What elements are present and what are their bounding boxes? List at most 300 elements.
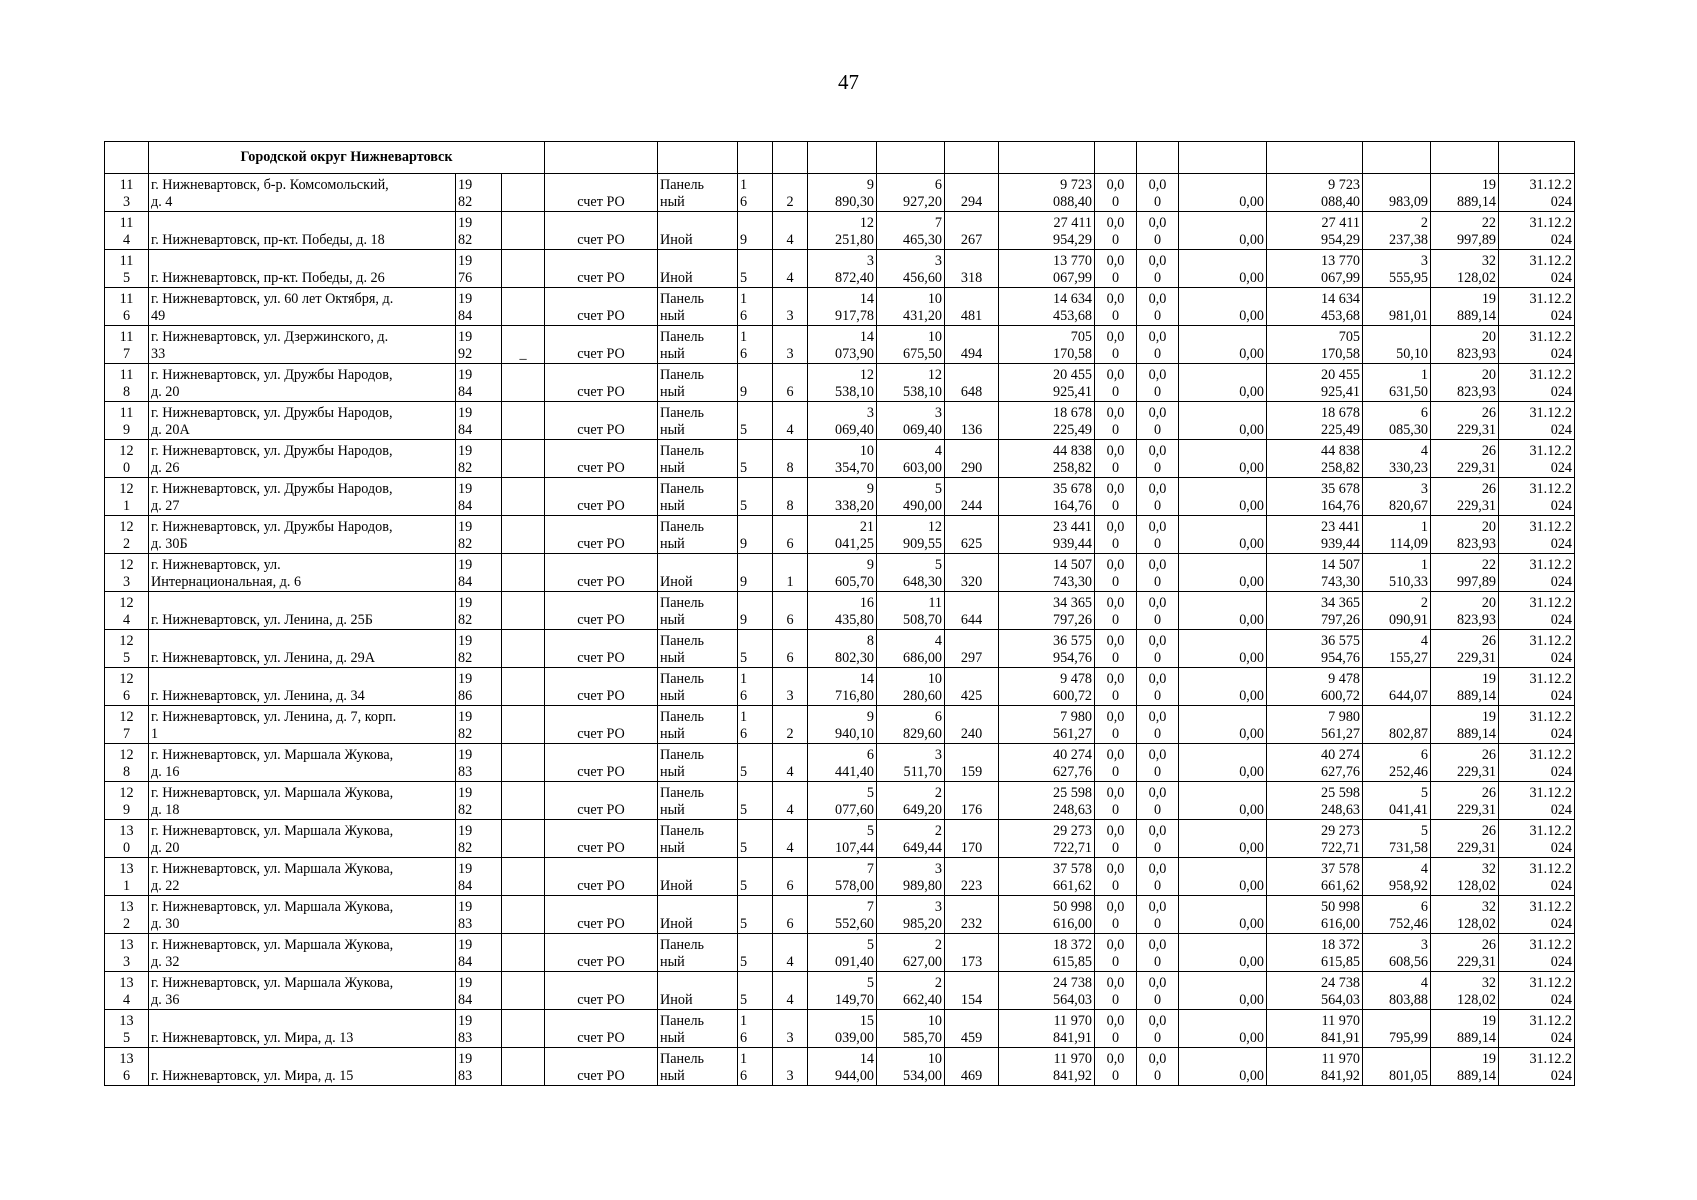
cell-residents: 170 [945, 820, 999, 858]
cell-year-built: 19 84 [456, 288, 502, 326]
cell-address: г. Нижневартовск, ул. Маршала Жукова, д. 20 [149, 820, 456, 858]
cell-cost-share-3: 0,00 [1179, 288, 1267, 326]
cell-completion-date: 31.12.2 024 [1499, 326, 1575, 364]
cell-residents: 625 [945, 516, 999, 554]
cell-entrances: 4 [773, 820, 808, 858]
cell-wall-material: Панель ный [658, 744, 738, 782]
cell-address: г. Нижневартовск, ул. Дружбы Народов, д. 26 [149, 440, 456, 478]
cell-floors: 9 [738, 364, 773, 402]
cell-address: г. Нижневартовск, ул. Маршала Жукова, д. 16 [149, 744, 456, 782]
cell-completion-date: 31.12.2 024 [1499, 934, 1575, 972]
cell-floors: 5 [738, 782, 773, 820]
cell-year-built: 19 76 [456, 250, 502, 288]
cell-total-cost: 24 738 564,03 [999, 972, 1095, 1010]
cell-residents: 297 [945, 630, 999, 668]
table-row [105, 174, 1575, 212]
cell-total-area: 5 149,70 [808, 972, 877, 1010]
cell-entrances: 4 [773, 782, 808, 820]
cell-completion-date: 31.12.2 024 [1499, 212, 1575, 250]
cell-living-area: 4 603,00 [877, 440, 945, 478]
cell-address: г. Нижневартовск, ул. Мира, д. 15 [149, 1048, 456, 1086]
cell-funding-method: счет РО [545, 706, 658, 744]
cell-address: г. Нижневартовск, ул. Дзержинского, д. 33 [149, 326, 456, 364]
cell-total-area: 5 107,44 [808, 820, 877, 858]
cell-max-unit-cost: 32 128,02 [1431, 858, 1499, 896]
cell-cost-share-3: 0,00 [1179, 858, 1267, 896]
cell-funding-method: счет РО [545, 250, 658, 288]
cell-row-number: 12 5 [105, 630, 149, 668]
cell-floors: 5 [738, 744, 773, 782]
cell-row-number: 11 8 [105, 364, 149, 402]
cell-floors: 5 [738, 972, 773, 1010]
cell-completion-date: 31.12.2 024 [1499, 782, 1575, 820]
cell-cost-share-2: 0,0 0 [1137, 744, 1179, 782]
cell-unit-cost: 981,01 [1363, 288, 1431, 326]
cell-cost-share-1: 0,0 0 [1095, 1048, 1137, 1086]
cell-row-number: 12 2 [105, 516, 149, 554]
cell-completion-date: 31.12.2 024 [1499, 744, 1575, 782]
cell-total-area: 7 552,60 [808, 896, 877, 934]
cell-unit-cost: 2 237,38 [1363, 212, 1431, 250]
cell-max-unit-cost: 26 229,31 [1431, 440, 1499, 478]
cell-floors: 1 6 [738, 1010, 773, 1048]
cell-total-area: 12 251,80 [808, 212, 877, 250]
cell-max-unit-cost: 26 229,31 [1431, 478, 1499, 516]
cell-row-number: 12 1 [105, 478, 149, 516]
cell-cost-share-1: 0,0 0 [1095, 402, 1137, 440]
table-row [105, 554, 1575, 592]
cell-note [502, 858, 545, 896]
cell-cost-share-1: 0,0 0 [1095, 326, 1137, 364]
cell-unit-cost: 795,99 [1363, 1010, 1431, 1048]
cell-residents: 159 [945, 744, 999, 782]
cell-address: г. Нижневартовск, пр-кт. Победы, д. 26 [149, 250, 456, 288]
cell-cost-share-2: 0,0 0 [1137, 478, 1179, 516]
cell-cost-share-3: 0,00 [1179, 554, 1267, 592]
cell-total-area: 8 802,30 [808, 630, 877, 668]
cell-residents: 320 [945, 554, 999, 592]
cell-cost-share-1: 0,0 0 [1095, 554, 1137, 592]
cell-year-built: 19 84 [456, 402, 502, 440]
cell-total-area: 14 716,80 [808, 668, 877, 706]
cell-total-cost: 40 274 627,76 [999, 744, 1095, 782]
cell-note [502, 1048, 545, 1086]
cell-unit-cost: 1 510,33 [1363, 554, 1431, 592]
cell-total-area: 21 041,25 [808, 516, 877, 554]
cell-entrances: 2 [773, 174, 808, 212]
cell-total-area: 7 578,00 [808, 858, 877, 896]
cell-max-unit-cost: 19 889,14 [1431, 706, 1499, 744]
cell-year-built: 19 82 [456, 516, 502, 554]
cell-cost-fund: 29 273 722,71 [1267, 820, 1363, 858]
cell-living-area: 10 431,20 [877, 288, 945, 326]
cell-total-cost: 23 441 939,44 [999, 516, 1095, 554]
cell-cost-fund: 40 274 627,76 [1267, 744, 1363, 782]
cell-funding-method: счет РО [545, 1048, 658, 1086]
cell-wall-material: Иной [658, 896, 738, 934]
cell-cost-fund: 14 634 453,68 [1267, 288, 1363, 326]
cell-cost-share-2: 0,0 0 [1137, 706, 1179, 744]
cell-address: г. Нижневартовск, ул. Дружбы Народов, д. 20 [149, 364, 456, 402]
housing-register-table [104, 141, 1575, 1086]
cell-note [502, 592, 545, 630]
cell-funding-method: счет РО [545, 554, 658, 592]
cell-cost-share-1: 0,0 0 [1095, 744, 1137, 782]
cell-entrances: 8 [773, 478, 808, 516]
cell-total-area: 3 069,40 [808, 402, 877, 440]
cell-cost-fund: 25 598 248,63 [1267, 782, 1363, 820]
cell-wall-material: Панель ный [658, 1048, 738, 1086]
cell-residents: 481 [945, 288, 999, 326]
cell-living-area: 3 069,40 [877, 402, 945, 440]
cell-entrances: 6 [773, 630, 808, 668]
cell-living-area: 12 538,10 [877, 364, 945, 402]
cell-cost-share-1: 0,0 0 [1095, 592, 1137, 630]
cell-cost-share-2: 0,0 0 [1137, 516, 1179, 554]
cell-max-unit-cost: 20 823,93 [1431, 592, 1499, 630]
cell-unit-cost: 2 090,91 [1363, 592, 1431, 630]
cell-total-area: 14 944,00 [808, 1048, 877, 1086]
cell-total-area: 14 917,78 [808, 288, 877, 326]
cell-total-area: 6 441,40 [808, 744, 877, 782]
cell-row-number: 12 8 [105, 744, 149, 782]
cell-completion-date: 31.12.2 024 [1499, 364, 1575, 402]
cell-wall-material: Панель ный [658, 630, 738, 668]
cell-completion-date: 31.12.2 024 [1499, 516, 1575, 554]
cell-address: г. Нижневартовск, ул. Ленина, д. 7, корп. 1 [149, 706, 456, 744]
cell-cost-fund: 705 170,58 [1267, 326, 1363, 364]
cell-max-unit-cost: 26 229,31 [1431, 782, 1499, 820]
cell-cost-share-2: 0,0 0 [1137, 820, 1179, 858]
cell-cost-share-1: 0,0 0 [1095, 858, 1137, 896]
cell-wall-material: Иной [658, 858, 738, 896]
cell-total-cost: 9 478 600,72 [999, 668, 1095, 706]
cell-year-built: 19 82 [456, 592, 502, 630]
cell-funding-method: счет РО [545, 972, 658, 1010]
cell-entrances: 4 [773, 744, 808, 782]
cell-residents: 223 [945, 858, 999, 896]
cell-note [502, 250, 545, 288]
cell-total-area: 5 091,40 [808, 934, 877, 972]
cell-cost-share-1: 0,0 0 [1095, 972, 1137, 1010]
cell-floors: 5 [738, 478, 773, 516]
cell-wall-material: Иной [658, 972, 738, 1010]
cell-max-unit-cost: 20 823,93 [1431, 364, 1499, 402]
cell-row-number: 11 3 [105, 174, 149, 212]
cell-total-cost: 44 838 258,82 [999, 440, 1095, 478]
cell-wall-material: Панель ный [658, 174, 738, 212]
table-row [105, 250, 1575, 288]
cell-unit-cost: 3 555,95 [1363, 250, 1431, 288]
cell-funding-method: счет РО [545, 592, 658, 630]
cell-cost-share-1: 0,0 0 [1095, 782, 1137, 820]
cell-entrances: 4 [773, 402, 808, 440]
cell-residents: 173 [945, 934, 999, 972]
cell-wall-material: Панель ный [658, 440, 738, 478]
cell-floors: 9 [738, 212, 773, 250]
cell-note [502, 554, 545, 592]
cell-cost-fund: 7 980 561,27 [1267, 706, 1363, 744]
cell-completion-date: 31.12.2 024 [1499, 972, 1575, 1010]
cell-unit-cost: 1 631,50 [1363, 364, 1431, 402]
cell-total-cost: 9 723 088,40 [999, 174, 1095, 212]
cell-cost-share-2: 0,0 0 [1137, 1048, 1179, 1086]
cell-living-area: 5 648,30 [877, 554, 945, 592]
cell-cost-fund: 35 678 164,76 [1267, 478, 1363, 516]
cell-completion-date: 31.12.2 024 [1499, 402, 1575, 440]
cell-entrances: 3 [773, 668, 808, 706]
cell-address: г. Нижневартовск, ул. Маршала Жукова, д. 36 [149, 972, 456, 1010]
cell-note [502, 364, 545, 402]
cell-total-area: 5 077,60 [808, 782, 877, 820]
cell-completion-date: 31.12.2 024 [1499, 174, 1575, 212]
cell-residents: 244 [945, 478, 999, 516]
cell-wall-material: Панель ный [658, 516, 738, 554]
cell-funding-method: счет РО [545, 668, 658, 706]
cell-row-number: 11 6 [105, 288, 149, 326]
cell-max-unit-cost: 20 823,93 [1431, 516, 1499, 554]
cell-max-unit-cost: 26 229,31 [1431, 820, 1499, 858]
cell-entrances: 3 [773, 326, 808, 364]
municipality-title: Городской округ Нижневартовск [149, 142, 545, 174]
cell-total-area: 10 354,70 [808, 440, 877, 478]
cell-total-area: 9 890,30 [808, 174, 877, 212]
cell-funding-method: счет РО [545, 402, 658, 440]
table-row [105, 440, 1575, 478]
cell-row-number: 12 7 [105, 706, 149, 744]
cell-year-built: 19 83 [456, 1010, 502, 1048]
table-row [105, 706, 1575, 744]
cell-unit-cost: 5 731,58 [1363, 820, 1431, 858]
cell-unit-cost: 983,09 [1363, 174, 1431, 212]
cell-cost-fund: 36 575 954,76 [1267, 630, 1363, 668]
cell-address: г. Нижневартовск, ул. 60 лет Октября, д. 49 [149, 288, 456, 326]
cell-cost-share-3: 0,00 [1179, 1010, 1267, 1048]
cell-note [502, 934, 545, 972]
cell-total-area: 12 538,10 [808, 364, 877, 402]
cell-cost-share-3: 0,00 [1179, 364, 1267, 402]
cell-cost-fund: 9 723 088,40 [1267, 174, 1363, 212]
cell-total-cost: 18 678 225,49 [999, 402, 1095, 440]
cell-residents: 240 [945, 706, 999, 744]
cell-year-built: 19 84 [456, 972, 502, 1010]
cell-total-cost: 50 998 616,00 [999, 896, 1095, 934]
cell-residents: 136 [945, 402, 999, 440]
cell-max-unit-cost: 22 997,89 [1431, 212, 1499, 250]
cell-year-built: 19 84 [456, 364, 502, 402]
cell-floors: 5 [738, 630, 773, 668]
cell-address: г. Нижневартовск, ул. Маршала Жукова, д. 30 [149, 896, 456, 934]
cell-floors: 1 6 [738, 174, 773, 212]
cell-funding-method: счет РО [545, 288, 658, 326]
cell-max-unit-cost: 22 997,89 [1431, 554, 1499, 592]
cell-wall-material: Панель ный [658, 478, 738, 516]
cell-note [502, 972, 545, 1010]
cell-cost-share-1: 0,0 0 [1095, 630, 1137, 668]
cell-funding-method: счет РО [545, 858, 658, 896]
cell-row-number: 12 3 [105, 554, 149, 592]
cell-living-area: 6 927,20 [877, 174, 945, 212]
cell-year-built: 19 84 [456, 478, 502, 516]
cell-completion-date: 31.12.2 024 [1499, 554, 1575, 592]
cell-max-unit-cost: 19 889,14 [1431, 1010, 1499, 1048]
cell-unit-cost: 4 958,92 [1363, 858, 1431, 896]
cell-cost-share-3: 0,00 [1179, 630, 1267, 668]
cell-floors: 5 [738, 820, 773, 858]
cell-total-area: 15 039,00 [808, 1010, 877, 1048]
cell-unit-cost: 5 041,41 [1363, 782, 1431, 820]
cell-funding-method: счет РО [545, 1010, 658, 1048]
cell-year-built: 19 82 [456, 174, 502, 212]
cell-completion-date: 31.12.2 024 [1499, 440, 1575, 478]
cell-floors: 5 [738, 440, 773, 478]
cell-residents: 494 [945, 326, 999, 364]
cell-funding-method: счет РО [545, 896, 658, 934]
cell-completion-date: 31.12.2 024 [1499, 478, 1575, 516]
cell-unit-cost: 6 752,46 [1363, 896, 1431, 934]
cell-unit-cost: 801,05 [1363, 1048, 1431, 1086]
cell-cost-share-1: 0,0 0 [1095, 516, 1137, 554]
cell-cost-share-2: 0,0 0 [1137, 1010, 1179, 1048]
cell-unit-cost: 644,07 [1363, 668, 1431, 706]
cell-entrances: 2 [773, 706, 808, 744]
cell-year-built: 19 82 [456, 440, 502, 478]
table-row [105, 592, 1575, 630]
cell-cost-share-2: 0,0 0 [1137, 972, 1179, 1010]
cell-note [502, 402, 545, 440]
cell-cost-fund: 11 970 841,92 [1267, 1048, 1363, 1086]
cell-note [502, 896, 545, 934]
cell-funding-method: счет РО [545, 820, 658, 858]
cell-entrances: 6 [773, 516, 808, 554]
cell-year-built: 19 83 [456, 744, 502, 782]
cell-wall-material: Панель ный [658, 782, 738, 820]
cell-wall-material: Иной [658, 250, 738, 288]
cell-cost-share-2: 0,0 0 [1137, 212, 1179, 250]
cell-unit-cost: 6 085,30 [1363, 402, 1431, 440]
cell-address: г. Нижневартовск, ул. Ленина, д. 34 [149, 668, 456, 706]
cell-row-number: 13 6 [105, 1048, 149, 1086]
cell-cost-share-2: 0,0 0 [1137, 288, 1179, 326]
cell-completion-date: 31.12.2 024 [1499, 1010, 1575, 1048]
cell-unit-cost: 802,87 [1363, 706, 1431, 744]
cell-address: г. Нижневартовск, ул. Ленина, д. 25Б [149, 592, 456, 630]
cell-address: г. Нижневартовск, ул. Маршала Жукова, д. 18 [149, 782, 456, 820]
table-row [105, 934, 1575, 972]
cell-cost-share-3: 0,00 [1179, 668, 1267, 706]
cell-total-cost: 36 575 954,76 [999, 630, 1095, 668]
table-row [105, 212, 1575, 250]
cell-cost-share-1: 0,0 0 [1095, 212, 1137, 250]
cell-row-number: 12 0 [105, 440, 149, 478]
cell-address: г. Нижневартовск, ул. Дружбы Народов, д. 27 [149, 478, 456, 516]
cell-note [502, 288, 545, 326]
cell-living-area: 4 686,00 [877, 630, 945, 668]
cell-total-cost: 27 411 954,29 [999, 212, 1095, 250]
cell-cost-share-3: 0,00 [1179, 706, 1267, 744]
cell-completion-date: 31.12.2 024 [1499, 896, 1575, 934]
cell-cost-share-2: 0,0 0 [1137, 630, 1179, 668]
cell-floors: 1 6 [738, 706, 773, 744]
cell-wall-material: Панель ный [658, 668, 738, 706]
cell-floors: 9 [738, 516, 773, 554]
cell-living-area: 3 985,20 [877, 896, 945, 934]
cell-unit-cost: 6 252,46 [1363, 744, 1431, 782]
cell-cost-share-3: 0,00 [1179, 972, 1267, 1010]
cell-wall-material: Панель ный [658, 364, 738, 402]
cell-cost-share-3: 0,00 [1179, 478, 1267, 516]
cell-note [502, 706, 545, 744]
cell-address: г. Нижневартовск, ул. Дружбы Народов, д. 30Б [149, 516, 456, 554]
cell-cost-fund: 23 441 939,44 [1267, 516, 1363, 554]
cell-total-cost: 14 507 743,30 [999, 554, 1095, 592]
cell-unit-cost: 3 608,56 [1363, 934, 1431, 972]
cell-total-cost: 7 980 561,27 [999, 706, 1095, 744]
cell-row-number: 11 4 [105, 212, 149, 250]
cell-max-unit-cost: 19 889,14 [1431, 668, 1499, 706]
cell-cost-share-3: 0,00 [1179, 934, 1267, 972]
cell-max-unit-cost: 26 229,31 [1431, 630, 1499, 668]
cell-living-area: 3 511,70 [877, 744, 945, 782]
cell-living-area: 2 662,40 [877, 972, 945, 1010]
cell-floors: 5 [738, 250, 773, 288]
cell-cost-share-2: 0,0 0 [1137, 250, 1179, 288]
cell-row-number: 13 0 [105, 820, 149, 858]
cell-cost-share-1: 0,0 0 [1095, 934, 1137, 972]
cell-unit-cost: 1 114,09 [1363, 516, 1431, 554]
table-row [105, 630, 1575, 668]
cell-wall-material: Панель ный [658, 706, 738, 744]
cell-entrances: 3 [773, 288, 808, 326]
cell-cost-share-2: 0,0 0 [1137, 592, 1179, 630]
cell-cost-fund: 37 578 661,62 [1267, 858, 1363, 896]
cell-cost-share-2: 0,0 0 [1137, 326, 1179, 364]
cell-year-built: 19 82 [456, 706, 502, 744]
cell-cost-fund: 50 998 616,00 [1267, 896, 1363, 934]
cell-total-cost: 37 578 661,62 [999, 858, 1095, 896]
cell-completion-date: 31.12.2 024 [1499, 1048, 1575, 1086]
table-row [105, 402, 1575, 440]
cell-total-cost: 14 634 453,68 [999, 288, 1095, 326]
cell-cost-share-2: 0,0 0 [1137, 554, 1179, 592]
cell-row-number: 13 5 [105, 1010, 149, 1048]
table-header-row [105, 142, 1575, 174]
table-row [105, 516, 1575, 554]
cell-cost-share-1: 0,0 0 [1095, 668, 1137, 706]
cell-year-built: 19 84 [456, 934, 502, 972]
cell-cost-share-1: 0,0 0 [1095, 896, 1137, 934]
cell-unit-cost: 50,10 [1363, 326, 1431, 364]
cell-cost-fund: 9 478 600,72 [1267, 668, 1363, 706]
cell-living-area: 6 829,60 [877, 706, 945, 744]
cell-cost-share-2: 0,0 0 [1137, 934, 1179, 972]
cell-address: г. Нижневартовск, ул. Мира, д. 13 [149, 1010, 456, 1048]
cell-cost-share-1: 0,0 0 [1095, 706, 1137, 744]
cell-completion-date: 31.12.2 024 [1499, 288, 1575, 326]
cell-funding-method: счет РО [545, 516, 658, 554]
table-row [105, 820, 1575, 858]
cell-year-built: 19 82 [456, 212, 502, 250]
cell-funding-method: счет РО [545, 174, 658, 212]
table-row [105, 782, 1575, 820]
cell-completion-date: 31.12.2 024 [1499, 630, 1575, 668]
cell-funding-method: счет РО [545, 934, 658, 972]
cell-entrances: 4 [773, 212, 808, 250]
cell-cost-share-1: 0,0 0 [1095, 250, 1137, 288]
cell-note: _ [502, 326, 545, 364]
cell-wall-material: Панель ный [658, 592, 738, 630]
cell-living-area: 10 675,50 [877, 326, 945, 364]
